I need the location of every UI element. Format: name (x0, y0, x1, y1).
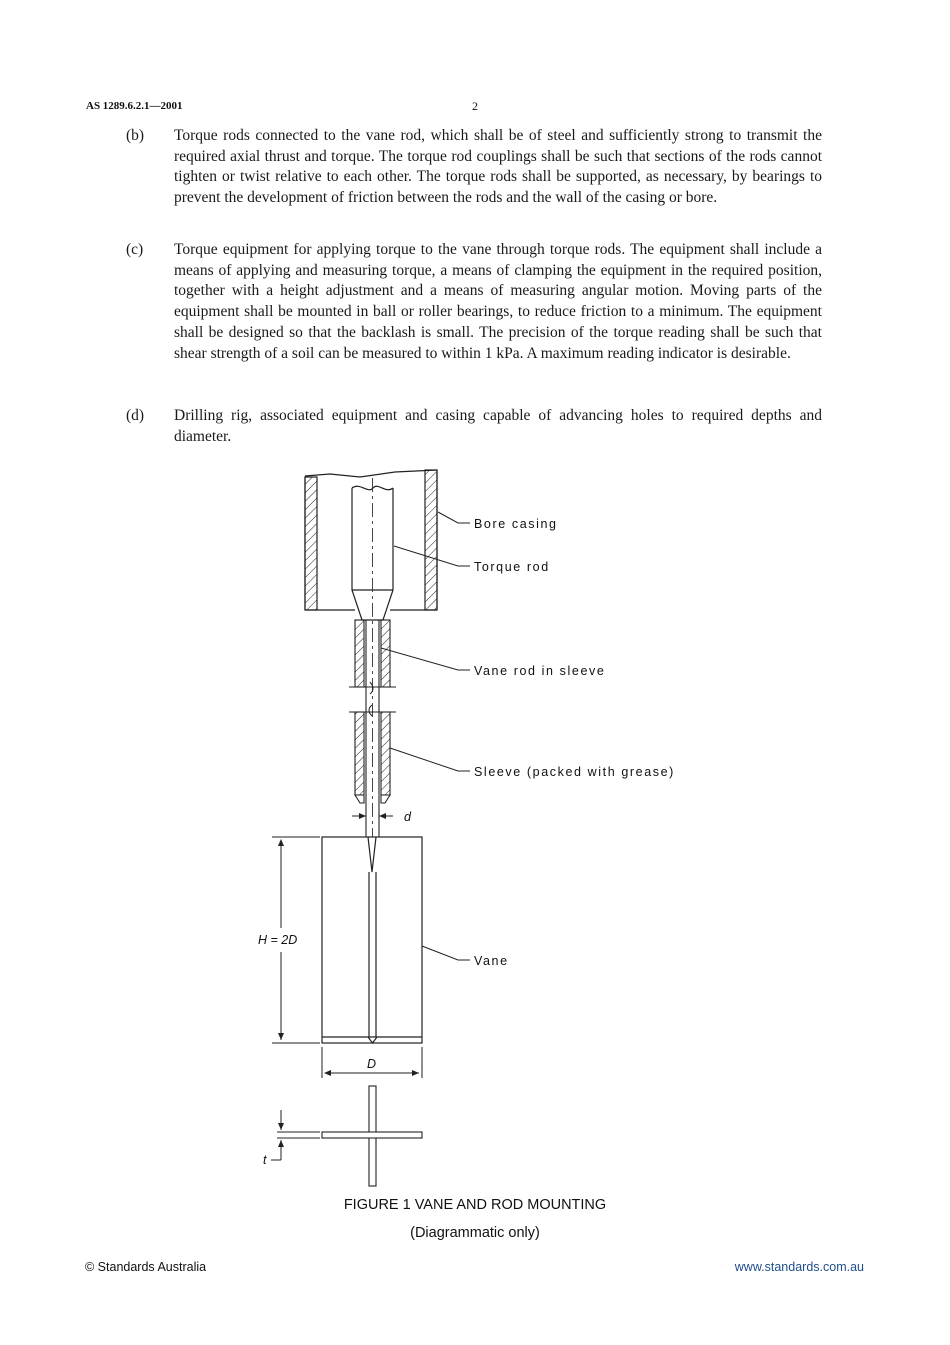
label-vane: Vane (474, 954, 509, 968)
copyright: © Standards Australia (85, 1260, 207, 1274)
list-item-text: Drilling rig, associated equipment and casing capable of advancing holes to required depths and diameter. (174, 407, 822, 445)
label-torque-rod: Torque rod (474, 560, 550, 574)
list-item-label: (c) (126, 241, 144, 258)
label-sleeve: Sleeve (packed with grease) (474, 765, 675, 779)
list-item-text: Torque rods connected to the vane rod, which shall be of steel and sufficiently strong to transmit the required axial thrust and torque. The torque rod couplings shall be such that sections of the rods cannot tighten or twist relative to each other. The torque rods shall be supported, as necessary, by bearings to prevent the development of friction between the rods and the wall of the casing or bore. (174, 127, 822, 207)
dimension-t: t (263, 1153, 267, 1167)
label-bore-casing: Bore casing (474, 517, 558, 531)
figure-subtitle: (Diagrammatic only) (410, 1225, 540, 1241)
figure-title: FIGURE 1 VANE AND ROD MOUNTING (343, 1197, 607, 1213)
vane-cross-section (322, 1086, 422, 1186)
website-link[interactable]: www.standards.com.au (734, 1260, 864, 1274)
dimension-H: H = 2D (258, 933, 298, 947)
list-item-label: (b) (126, 127, 145, 144)
list-item-label: (d) (126, 407, 145, 424)
dimension-d: d (404, 810, 411, 824)
label-vane-rod: Vane rod in sleeve (474, 664, 606, 678)
list-item-text: Torque equipment for applying torque to the vane through torque rods. The equipment shall include a means of applying and measuring torque, a means of clamping the equipment in the required position, together with a height adjustment and a means of measuring angular motion. Moving parts of the equipment shall be mounted in ball or roller bearings, to reduce friction to a minimum. The equipment shall be designed so that the backlash is small. The precision of the torque reading shall be such that shear strength of a soil can be measured to within 1 kPa. A maximum reading indicator is desirable. (174, 241, 822, 362)
document-id: AS 1289.6.2.1—2001 (86, 100, 183, 112)
vane-blade (322, 837, 422, 1043)
dimension-D: D (367, 1057, 377, 1071)
t-dimension (271, 1110, 320, 1160)
page-number: 2 (472, 99, 478, 113)
